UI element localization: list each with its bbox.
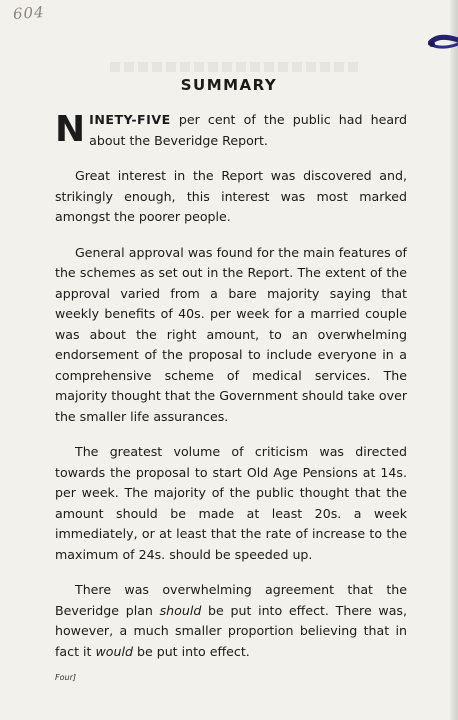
emphasis-should: should [159, 602, 202, 618]
paragraph-1 [55, 110, 407, 151]
page-edge [450, 0, 458, 720]
paragraph-5 [55, 580, 407, 662]
paragraph-2: Great interest in the Report was discovered and, strikingly enough, this interest was most marked amongst the poorer people. [55, 168, 407, 224]
handwritten-page-number: 604 [12, 2, 46, 24]
page-title: SUMMARY [180, 76, 278, 94]
paragraph-3: General approval was found for the main features of the schemes as set out in the Report. The extent of the approval varied from a bare majority saying that weekly benefits of 40s. per week for a married couple was about the right amount, to an overwhelming endorsement of the proposal to include everyone in a comprehensive scheme of medical services. The majority thought that the Government should take over the smaller life assurances. [55, 244, 407, 424]
emphasis-would: would [95, 643, 133, 659]
paragraph-5-text-a: There was overwhelming agreement that the Beveridge plan [55, 582, 407, 618]
paragraph-5-text-c: be put into effect. [132, 643, 250, 659]
paragraph-4: The greatest volume of criticism was directed towards the proposal to start Old Age Pensions at 14s. per week. The majority of the public thought that the amount should be made at least 20s. a week immediately, or at least that the rate of increase to the maximum of 24s. should be speeded up. [55, 444, 407, 562]
paragraph-1-text: per cent of the public had heard about the Beveridge Report. [89, 112, 407, 148]
binding-thread-icon [428, 30, 458, 56]
summary-body [55, 110, 407, 677]
drop-cap: N [55, 109, 86, 150]
paragraph-5-text-b: be put into effect. There was, however, a much smaller proportion believing that in fact it [55, 602, 407, 659]
folio: Four] [55, 673, 76, 682]
lead-in-caps: INETY-FIVE [89, 112, 171, 127]
show-through-text [110, 62, 360, 72]
